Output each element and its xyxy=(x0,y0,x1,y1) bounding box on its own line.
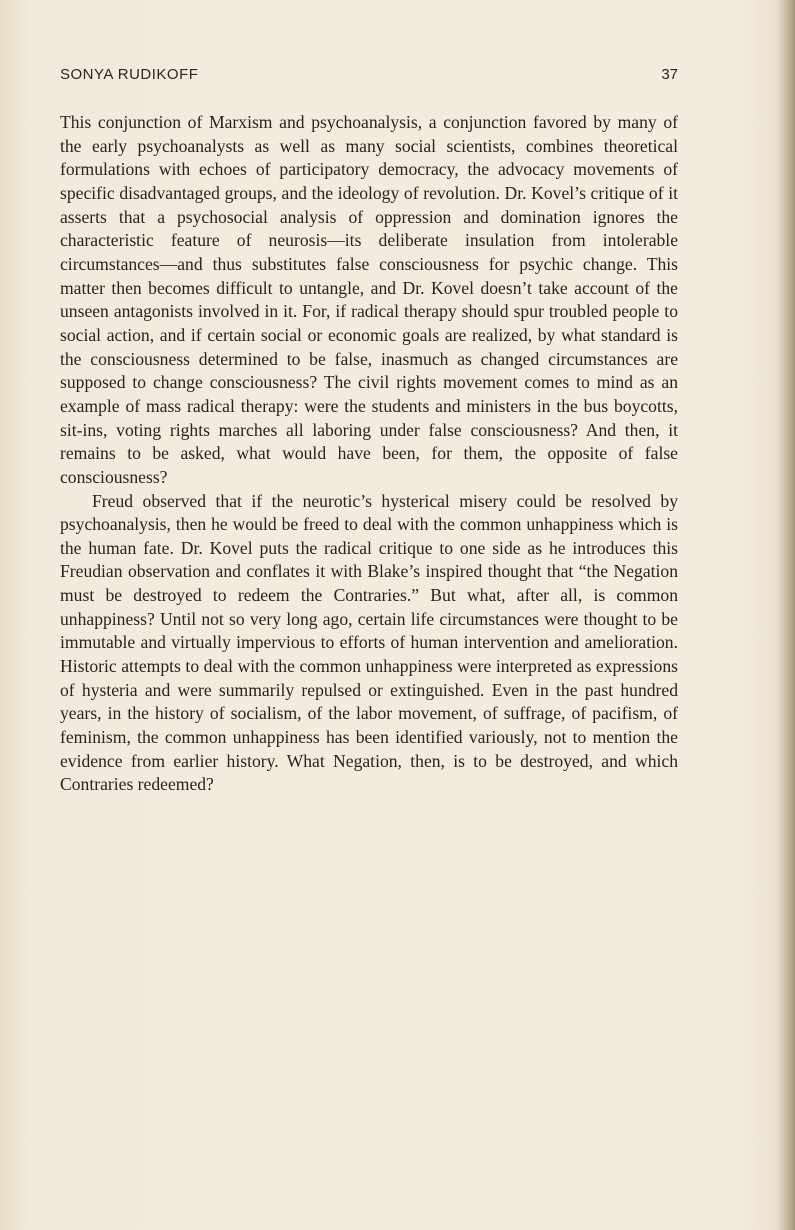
paragraph: This conjunction of Marxism and psychoanalysis, a conjunction favored by many of the early psychoanalysts as well as many social scientists, combines theoretical formulations with echoes of participatory democracy, the advocacy movements of specific disadvantaged groups, and the ideology of revolution. Dr. Kovel’s critique of it asserts that a psychosocial analysis of oppression and domination ignores the characteristic feature of neurosis—its deliberate insulation from intolerable circumstances—and thus substitutes false consciousness for psychic change. This matter then becomes difficult to untangle, and Dr. Kovel doesn’t take account of the unseen antagonists involved in it. For, if radical therapy should spur troubled people to social action, and if certain social or economic goals are realized, by what standard is the consciousness determined to be false, inasmuch as changed circumstances are supposed to change consciousness? The civil rights movement comes to mind as an example of mass radical therapy: were the students and ministers in the bus boycotts, sit-ins, voting rights marches all laboring under false consciousness? And then, it remains to be asked, what would have been, for them, the opposite of false consciousness? xyxy=(60,112,678,487)
paragraph: Freud observed that if the neurotic’s hysterical misery could be resolved by psychoanalysis, then he would be freed to deal with the common unhappiness which is the human fate. Dr. Kovel puts the radical critique to one side as he introduces this Freudian observation and conflates it with Blake’s inspired thought that “the Negation must be destroyed to redeem the Contraries.” But what, after all, is common unhappiness? Until not so very long ago, certain life circumstances were thought to be immutable and virtually impervious to efforts of human intervention and amelioration. Historic attempts to deal with the common unhappiness were interpreted as expressions of hysteria and were summarily repulsed or extinguished. Even in the past hundred years, in the history of socialism, of the labor movement, of suffrage, of pacifism, of feminism, the common unhappiness has been identified variously, not to mention the evidence from earlier history. What Negation, then, is to be destroyed, and which Contraries redeemed? xyxy=(60,490,678,795)
page-number: 37 xyxy=(661,66,678,83)
page-edge-shadow xyxy=(777,0,795,1230)
running-head: SONYA RUDIKOFF xyxy=(60,66,199,83)
body-text xyxy=(60,111,678,797)
page-header xyxy=(60,66,678,88)
